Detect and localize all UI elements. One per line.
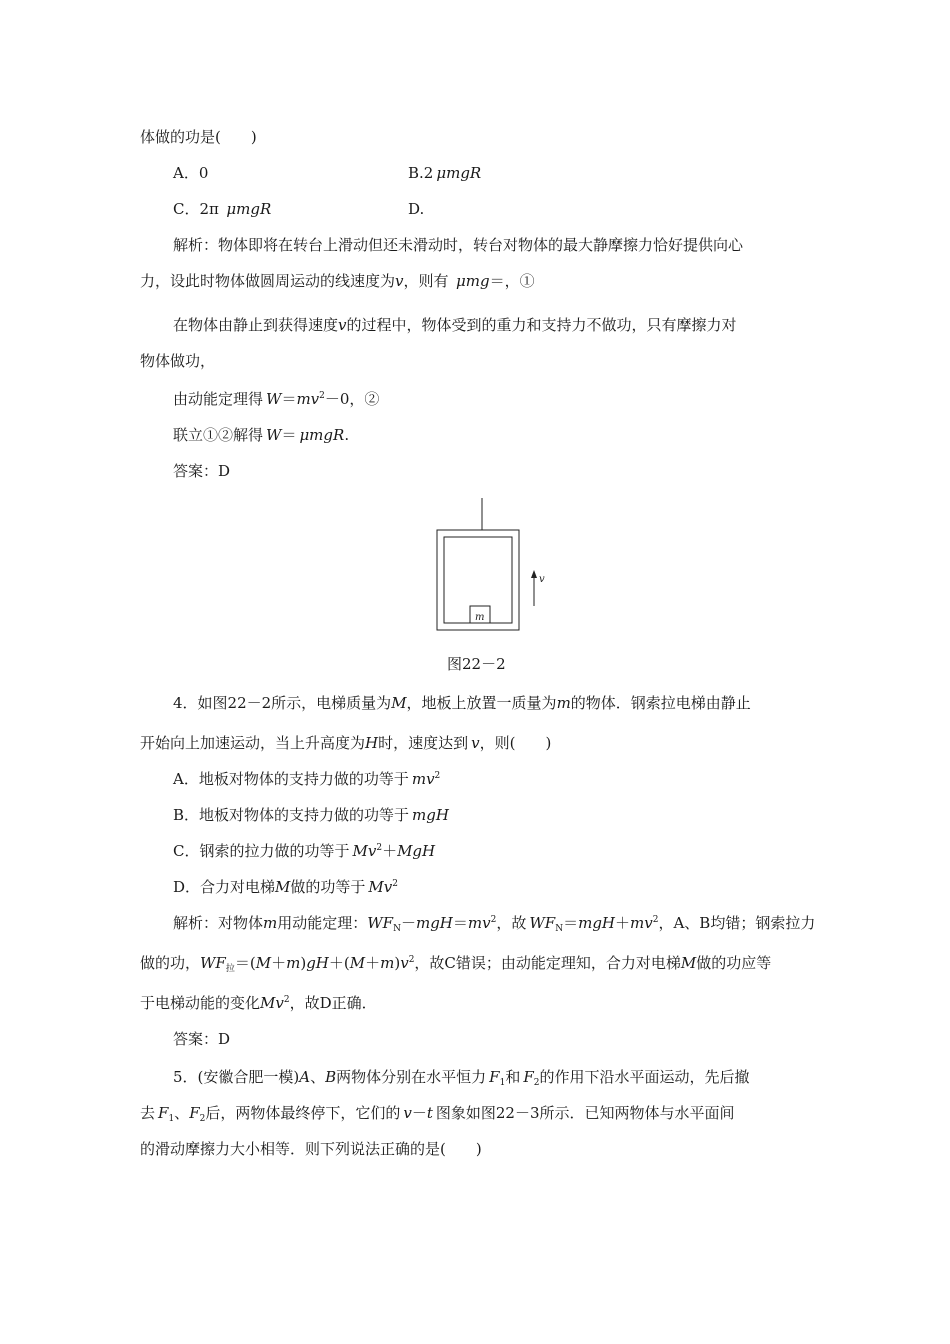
- q3-stem-end: 体做的功是( ): [140, 128, 257, 146]
- mass-label: m: [475, 612, 485, 623]
- q4-stem-line-1: 4．如图22－2所示，电梯质量为M，地板上放置一质量为m的物体．钢索拉电梯由静止: [173, 694, 751, 712]
- elevator-diagram: [420, 494, 550, 636]
- elevator-inner-wall: [444, 537, 512, 623]
- q4-analysis-line-3: 于电梯动能的变化Mv$^2$，故D正确．: [140, 994, 377, 1012]
- q4-answer: 答案：D: [173, 1030, 231, 1048]
- q5-stem-line-1: 5．(安徽合肥一模)A、B两物体分别在水平恒力 $F_1$和 $F_2$的作用下沿水平面运动，先后撤: [173, 1068, 750, 1088]
- q3-option-d: D.: [408, 200, 425, 218]
- q5-stem-line-2: 去 $F_1$、$F_2$后，两物体最终停下，它们的 v－t 图象如图22－3所示．已知两物体与水平面间: [140, 1104, 735, 1124]
- q3-analysis-line-3: 在物体由静止到获得速度v的过程中，物体受到的重力和支持力不做功，只有摩擦力对: [173, 316, 737, 334]
- q4-option-a: A．地板对物体的支持力做的功等于 $mv^2$: [173, 770, 441, 788]
- q4-analysis-line-2: 做的功，$WF_拉=(M+m)gH+(M+m)v^2$，故C错误；由动能定理知，合力对电梯M做的功应等: [140, 954, 772, 974]
- q3-option-b: B.2 μmgR: [408, 164, 482, 182]
- q4-option-d: D．合力对电梯M做的功等于 Mv$^2$: [173, 878, 398, 896]
- q4-stem-line-2: 开始向上加速运动，当上升高度为H时，速度达到 v，则( ): [140, 734, 552, 752]
- velocity-arrow-head: [531, 570, 537, 578]
- q3-analysis-line-4: 物体做功，: [140, 352, 216, 370]
- q3-analysis-line-2: 力，设此时物体做圆周运动的线速度为v，则有 μmg＝，①: [140, 272, 535, 290]
- q3-analysis-line-6: 联立①②解得 W＝ μmgR.: [173, 426, 350, 444]
- velocity-label: v: [539, 574, 545, 585]
- q4-analysis-line-1: 解析：对物体m用动能定理：$WF_N-mgH=mv^2$，故 $WF_N=mgH+mv^2$，A、B均错；钢索拉力: [173, 914, 816, 934]
- q3-option-a: A．0: [173, 164, 209, 182]
- q3-option-c: C．2π μmgR: [173, 200, 272, 218]
- q4-option-c: C．钢索的拉力做的功等于 $Mv^2+MgH$: [173, 842, 436, 860]
- q5-stem-line-3: 的滑动摩擦力大小相等．则下列说法正确的是( ): [140, 1140, 482, 1158]
- q3-answer: 答案：D: [173, 462, 231, 480]
- figure-caption: 图22－2: [447, 655, 506, 673]
- q3-analysis-line-5: 由动能定理得 $W=mv^2-0$，②: [173, 390, 380, 408]
- q4-option-b: B．地板对物体的支持力做的功等于 mgH: [173, 806, 449, 824]
- q3-analysis-line-1: 解析：物体即将在转台上滑动但还未滑动时，转台对物体的最大静摩擦力恰好提供向心: [173, 236, 744, 254]
